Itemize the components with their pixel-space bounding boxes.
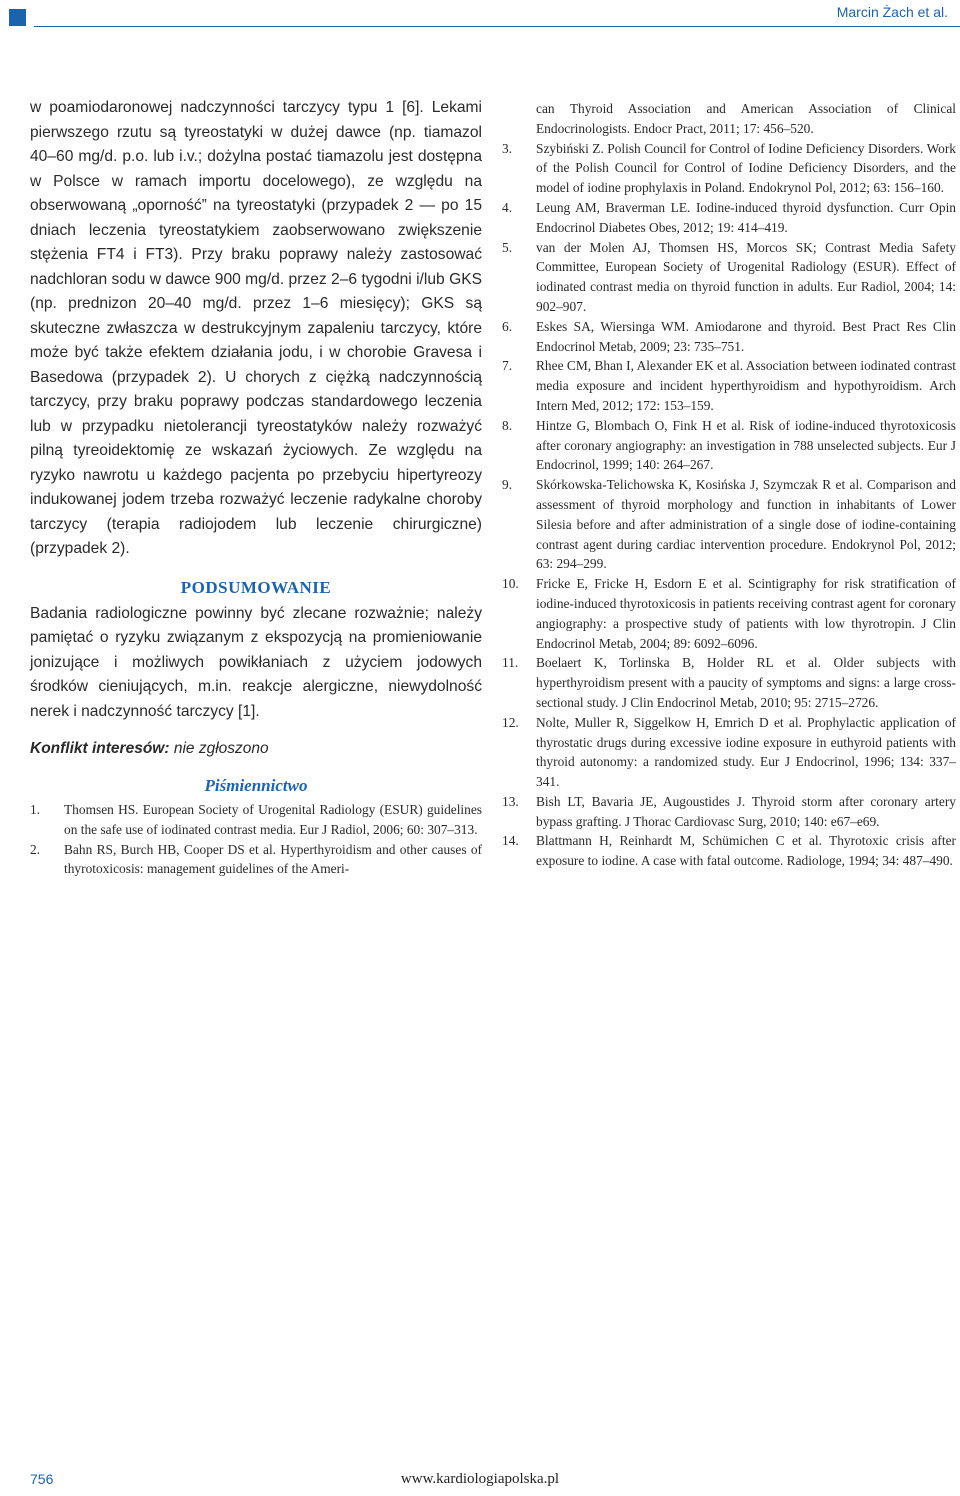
footer-url: www.kardiologiapolska.pl — [400, 1471, 560, 1487]
conflict-label: Konflikt interesów: — [30, 740, 170, 757]
reference-text: Hintze G, Blombach O, Fink H et al. Risk of iodine-induced thyrotoxicosis after coronary angiography: an investigation in 788 unselected subjects. Eur J Endocrinol, 1999; 140: 264–267. — [536, 417, 956, 473]
reference-item — [502, 792, 956, 832]
reference-item — [502, 416, 956, 475]
reference-number: 9. — [502, 477, 513, 493]
reference-item — [30, 840, 482, 880]
reference-text: Bahn RS, Burch HB, Cooper DS et al. Hyperthyroidism and other causes of thyrotoxicosis: management guidelines of the Ameri- — [64, 841, 482, 877]
reference-number: 12. — [502, 714, 519, 730]
left-column — [30, 96, 482, 879]
reference-number: 8. — [502, 417, 513, 433]
reference-number: 2. — [30, 841, 41, 857]
reference-item — [502, 653, 956, 712]
reference-list-left — [30, 800, 482, 879]
reference-number: 13. — [502, 793, 519, 809]
reference-item — [502, 574, 956, 653]
header-accent-square — [9, 9, 26, 26]
references-heading: Piśmiennictwo — [204, 776, 308, 795]
reference-item — [502, 713, 956, 792]
right-column — [502, 99, 956, 871]
reference-number: 14. — [502, 833, 519, 849]
reference-text: Eskes SA, Wiersinga WM. Amiodarone and thyroid. Best Pract Res Clin Endocrinol Metab, 2009; 23: 735–751. — [536, 318, 956, 354]
reference-item — [502, 317, 956, 357]
summary-paragraph: Badania radiologiczne powinny być zlecane rozważnie; należy pamiętać o ryzyku związanym z ekspozycją na promieniowanie jonizujące i możliwych powikłaniach z użyciem jodowych środków cieniujących, m.in. reakcje alergiczne, niewydolność nerek i nadczynność tarczycy [1]. — [30, 604, 482, 720]
reference-item — [502, 831, 956, 871]
reference-continuation: can Thyroid Association and American Association of Clinical Endocrinologists. Endocr Pract, 2011; 17: 456–520. — [536, 101, 956, 136]
reference-number: 11. — [502, 655, 519, 671]
reference-item — [502, 475, 956, 574]
reference-number: 4. — [502, 199, 513, 215]
reference-text: Leung AM, Braverman LE. Iodine-induced thyroid dysfunction. Curr Opin Endocrinol Diabetes Obes, 2012; 19: 414–419. — [536, 199, 956, 235]
reference-text: van der Molen AJ, Thomsen HS, Morcos SK; Contrast Media Safety Committee, European Society of Urogenital Radiology (ESUR). Effect of iodinated contrast media on thyroid function in adults. Eur Radiol, 2004; 14: 902–907. — [536, 239, 956, 314]
reference-text: Bish LT, Bavaria JE, Augoustides J. Thyroid storm after coronary artery bypass grafting. J Thorac Cardiovasc Surg, 2010; 140: e67–e69. — [536, 793, 956, 829]
reference-number: 1. — [30, 802, 41, 817]
header-rule — [34, 26, 960, 27]
page-number: 756 — [30, 1471, 54, 1487]
reference-number: 6. — [502, 318, 513, 334]
body-paragraph: w poamiodaronowej nadczynności tarczycy typu 1 [6]. Lekami pierwszego rzutu są tyreostatyki w dużej dawce (np. tiamazol 40–60 mg/d. p.o. lub i.v.; dożylna postać tiamazolu jest dostępna w Polsce w ramach importu docelowego), ze względu na obserwowaną „oporność” na tyreostatyki (przypadek 2 — po 15 dniach leczenia tyreostatykiem zaobserwowano zwiększenie stężenia FT4 i FT3). Przy braku poprawy należy zastosować nadchloran sodu w dawce 900 mg/d. przez 2–6 tygodni i/lub GKS (np. prednizon 20–40 mg/d. przez 1–6 miesięcy); GKS są skuteczne zwłaszcza w destrukcyjnym zapaleniu tarczycy, które może być także efektem działania jodu, i w chorobie Gravesa i Basedowa (przypadek 2). U chorych z ciężką nadczynnością tarczycy, przy braku poprawy podczas standardowego leczenia lub w przypadku nietolerancji tyreostatyków należy rozważyć pilną tyreoidektomię ze wskazań życiowych. Ze względu na ryzyko nawrotu u każdego pacjenta po przebyciu hipertyreozy indukowanej jodem trzeba rozważyć leczenie radykalne choroby tarczycy (terapia radiojodem lub leczenie chirurgiczne) (przypadek 2). — [30, 99, 482, 557]
reference-text: Thomsen HS. European Society of Urogenital Radiology (ESUR) guidelines on the safe use of iodinated contrast media. Eur J Radiol, 2006; 60: 307–313. — [64, 802, 482, 837]
reference-text: Fricke E, Fricke H, Esdorn E et al. Scintigraphy for risk stratification of iodine-induced thyrotoxicosis in patients receiving contrast agent for coronary angiography: a prospective study of patients with low thyrotropin. J Clin Endocrinol Metab, 2004; 89: 6092–6096. — [536, 576, 956, 651]
reference-item — [502, 238, 956, 317]
reference-number: 5. — [502, 239, 513, 255]
reference-item — [30, 800, 482, 840]
reference-text: Blattmann H, Reinhardt M, Schümichen C et al. Thyrotoxic crisis after exposure to iodine. A case with fatal outcome. Radiologe, 1994; 34: 487–490. — [536, 833, 956, 869]
summary-heading: PODSUMOWANIE — [180, 577, 332, 597]
reference-item — [502, 198, 956, 238]
running-header-author: Marcin Żach et al. — [836, 4, 948, 20]
reference-number: 10. — [502, 576, 519, 592]
conflict-of-interest — [30, 738, 482, 760]
reference-item — [502, 356, 956, 415]
reference-text: Skórkowska-Telichowska K, Kosińska J, Szymczak R et al. Comparison and assessment of thyroid morphology and function in inhabitants of Lower Silesia before and after administration of a single dose of iodine-containing contrast agent during cardiac intervention procedure. Endokrynol Pol, 2012; 63: 294–299. — [536, 477, 956, 572]
reference-number: 7. — [502, 358, 513, 374]
reference-text: Szybiński Z. Polish Council for Control of Iodine Deficiency Disorders. Work of the Polish Council for Control of Iodine Deficiency Disorders, and the model of iodine prophylaxis in Poland. Endokrynol Pol, 2012; 63: 156–160. — [536, 140, 956, 196]
reference-text: Nolte, Muller R, Siggelkow H, Emrich D et al. Prophylactic application of thyrostatic drugs during excessive iodine exposure in euthyroid patients with thyroid autonomy: a randomized study. Eur J Endocrinol, 1996; 134: 337–341. — [536, 714, 956, 790]
reference-item — [502, 139, 956, 198]
reference-list-right — [502, 139, 956, 871]
conflict-value: nie zgłoszono — [173, 740, 269, 757]
reference-text: Rhee CM, Bhan I, Alexander EK et al. Association between iodinated contrast media exposure and incident hyperthyroidism and hypothyroidism. Arch Intern Med, 2012; 172: 153–159. — [536, 358, 956, 413]
reference-number: 3. — [502, 140, 513, 156]
reference-text: Boelaert K, Torlinska B, Holder RL et al. Older subjects with hyperthyroidism present with a paucity of symptoms and signs: a large cross-sectional study. J Clin Endocrinol Metab, 2010; 95: 2715–2726. — [536, 655, 956, 710]
